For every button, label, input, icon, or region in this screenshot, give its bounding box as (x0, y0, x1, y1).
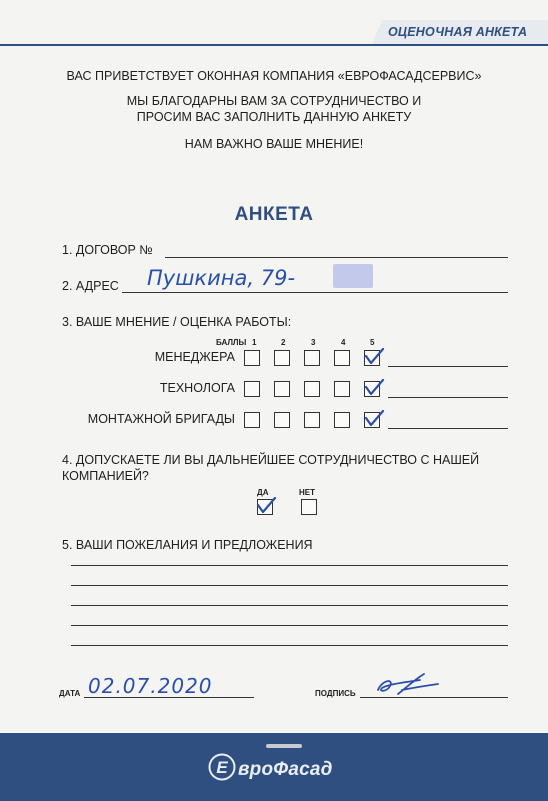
check-mark-icon (363, 379, 385, 397)
q4-yes-label: ДА (257, 488, 269, 497)
rating-checkbox-3[interactable] (304, 412, 320, 428)
suggestions-line-1[interactable] (71, 565, 508, 566)
q2-label: 2. АДРЕС (62, 279, 119, 293)
rating-checkbox-2[interactable] (274, 412, 290, 428)
rating-checkbox-3[interactable] (304, 350, 320, 366)
rating-checkbox-1[interactable] (244, 412, 260, 428)
rating-comment-line[interactable] (388, 428, 508, 429)
rating-comment-line[interactable] (388, 397, 508, 398)
intro-line-4: НАМ ВАЖНО ВАШЕ МНЕНИЕ! (184, 137, 364, 151)
suggestions-line-2[interactable] (71, 585, 508, 586)
rating-checkbox-5[interactable] (364, 412, 380, 428)
rating-checkbox-5[interactable] (364, 350, 380, 366)
scale-label: БАЛЛЫ (216, 338, 247, 347)
check-mark-icon (363, 348, 385, 366)
date-label: ДАТА (59, 689, 81, 698)
signature-label: ПОДПИСЬ (315, 689, 356, 698)
scale-3: 3 (311, 338, 316, 347)
svg-text:Е: Е (216, 758, 228, 777)
suggestions-line-4[interactable] (71, 625, 508, 626)
q4-no-checkbox[interactable] (301, 499, 317, 515)
rating-checkbox-2[interactable] (274, 350, 290, 366)
q3-label: 3. ВАШЕ МНЕНИЕ / ОЦЕНКА РАБОТЫ: (62, 315, 292, 329)
signature-image (368, 672, 446, 700)
q4-yes-checkbox[interactable] (257, 499, 273, 515)
intro-line-3: ПРОСИМ ВАС ЗАПОЛНИТЬ ДАННУЮ АНКЕТУ (136, 110, 412, 124)
staple (266, 744, 302, 748)
rating-checkbox-3[interactable] (304, 381, 320, 397)
company-logo-text: вроФасад (238, 759, 333, 780)
rating-label: МОНТАЖНОЙ БРИГАДЫ (87, 412, 235, 426)
date-value: 02.07.2020 (88, 674, 213, 698)
q4-line-1: 4. ДОПУСКАЕТЕ ЛИ ВЫ ДАЛЬНЕЙШЕЕ СОТРУДНИЧЕСТВО С НАШЕЙ (62, 453, 480, 467)
company-logo-icon (207, 752, 237, 782)
intro-line-1: ВАС ПРИВЕТСТВУЕТ ОКОННАЯ КОМПАНИЯ «ЕВРОФАСАДСЕРВИС» (66, 69, 482, 83)
scale-4: 4 (341, 338, 346, 347)
redacted-block (333, 264, 373, 288)
contract-number-field[interactable] (165, 257, 508, 258)
q5-label: 5. ВАШИ ПОЖЕЛАНИЯ И ПРЕДЛОЖЕНИЯ (62, 538, 313, 552)
rating-checkbox-4[interactable] (334, 350, 350, 366)
q1-label: 1. ДОГОВОР № (62, 243, 153, 257)
suggestions-line-5[interactable] (71, 645, 508, 646)
rating-label: МЕНЕДЖЕРА (154, 350, 235, 364)
form-title: АНКЕТА (234, 204, 314, 225)
rating-label: ТЕХНОЛОГА (159, 381, 235, 395)
rating-comment-line[interactable] (388, 366, 508, 367)
scale-2: 2 (281, 338, 286, 347)
rating-checkbox-4[interactable] (334, 381, 350, 397)
rating-checkbox-4[interactable] (334, 412, 350, 428)
header-title: ОЦЕНОЧНАЯ АНКЕТА (388, 25, 528, 39)
q4-line-2: КОМПАНИЕЙ? (62, 469, 149, 483)
scale-1: 1 (252, 338, 257, 347)
intro-line-2: МЫ БЛАГОДАРНЫ ВАМ ЗА СОТРУДНИЧЕСТВО И (126, 94, 422, 108)
header-rule (0, 44, 548, 46)
suggestions-line-3[interactable] (71, 605, 508, 606)
check-mark-icon (255, 497, 277, 515)
q4-no-label: НЕТ (299, 488, 315, 497)
rating-checkbox-1[interactable] (244, 350, 260, 366)
scale-5: 5 (370, 338, 375, 347)
rating-checkbox-1[interactable] (244, 381, 260, 397)
check-mark-icon (363, 410, 385, 428)
address-value: Пушкина, 79- (147, 266, 296, 290)
rating-checkbox-2[interactable] (274, 381, 290, 397)
rating-checkbox-5[interactable] (364, 381, 380, 397)
address-field[interactable] (122, 292, 508, 293)
